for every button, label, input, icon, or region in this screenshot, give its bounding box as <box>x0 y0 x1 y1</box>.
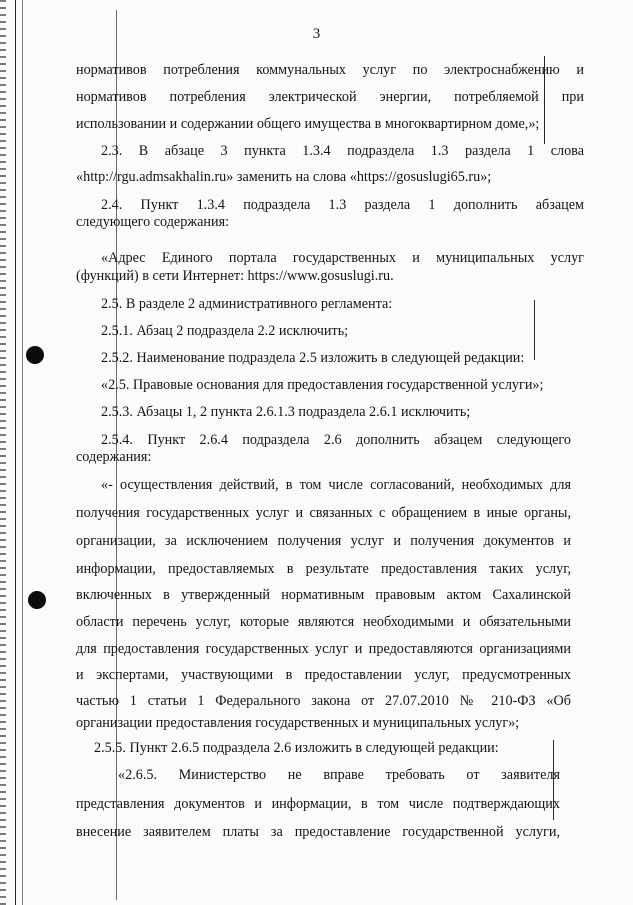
text-line: информации, предоставляемых в результате предоставления таких услуг, <box>76 561 571 577</box>
text-line: организации предоставления государственных и муниципальных услуг»; <box>76 715 520 731</box>
scan-vertical-line-left-2 <box>22 0 23 905</box>
text-line: нормативов потребления коммунальных услуг по электроснабжению и <box>76 62 584 78</box>
punch-hole-top <box>26 346 44 364</box>
text-line: «Адрес Единого портала государственных и муниципальных услуг <box>101 250 584 266</box>
text-line: содержания: <box>76 449 152 465</box>
text-line: «2.5. Правовые основания для предоставления государственной услуги»; <box>101 377 544 393</box>
text-line: внесение заявителем платы за предоставление государственной услуги, <box>76 824 560 840</box>
text-line: 2.5. В разделе 2 административного регламента: <box>101 296 393 312</box>
text-line: «http://rgu.admsakhalin.ru» заменить на слова «https://gosuslugi65.ru»; <box>76 169 492 185</box>
text-line: следующего содержания: <box>76 214 230 230</box>
scan-vertical-mark-2 <box>534 300 535 360</box>
text-line: 2.5.3. Абзацы 1, 2 пункта 2.6.1.3 подраздела 2.6.1 исключить; <box>101 404 471 420</box>
text-line: использовании и содержании общего имущества в многоквартирном доме,»; <box>76 116 540 132</box>
text-line: 2.5.1. Абзац 2 подраздела 2.2 исключить; <box>101 323 349 339</box>
text-line: 2.5.2. Наименование подраздела 2.5 изложить в следующей редакции: <box>101 350 525 366</box>
text-line: представления документов и информации, в том числе подтверждающих <box>76 796 560 812</box>
text-line: 2.4. Пункт 1.3.4 подраздела 1.3 раздела 1 дополнить абзацем <box>101 197 584 213</box>
text-line: получения государственных услуг и связанных с обращением в иные органы, <box>76 505 571 521</box>
scan-edge-artifact <box>0 0 6 905</box>
text-line: 2.5.5. Пункт 2.6.5 подраздела 2.6 изложить в следующей редакции: <box>94 740 499 756</box>
text-line: частью 1 статьи 1 Федерального закона от 27.07.2010 № 210-ФЗ «Об <box>76 693 571 709</box>
page-number: 3 <box>312 26 321 42</box>
text-line: области перечень услуг, которые являются необходимыми и обязательными <box>76 614 571 630</box>
text-line: 2.3. В абзаце 3 пункта 1.3.4 подраздела 1.3 раздела 1 слова <box>101 143 584 159</box>
scan-vertical-line-left <box>15 0 16 905</box>
text-line: организации, за исключением получения услуг и получения документов и <box>76 533 571 549</box>
text-line: «2.6.5. Министерство не вправе требовать от заявителя <box>118 767 560 783</box>
punch-hole-bottom <box>28 591 46 609</box>
text-line: для предоставления государственных услуг и предоставляются организациями <box>76 641 571 657</box>
text-line: включенных в утвержденный нормативным правовым актом Сахалинской <box>76 587 571 603</box>
text-line: «- осуществления действий, в том числе согласований, необходимых для <box>101 477 571 493</box>
text-line: (функций) в сети Интернет: https://www.gosuslugi.ru. <box>76 268 394 284</box>
text-line: 2.5.4. Пункт 2.6.4 подраздела 2.6 дополнить абзацем следующего <box>101 432 571 448</box>
text-line: и экспертами, участвующими в предоставлении услуг, предусмотренных <box>76 667 571 683</box>
text-line: нормативов потребления электрической энергии, потребляемой при <box>76 89 584 105</box>
